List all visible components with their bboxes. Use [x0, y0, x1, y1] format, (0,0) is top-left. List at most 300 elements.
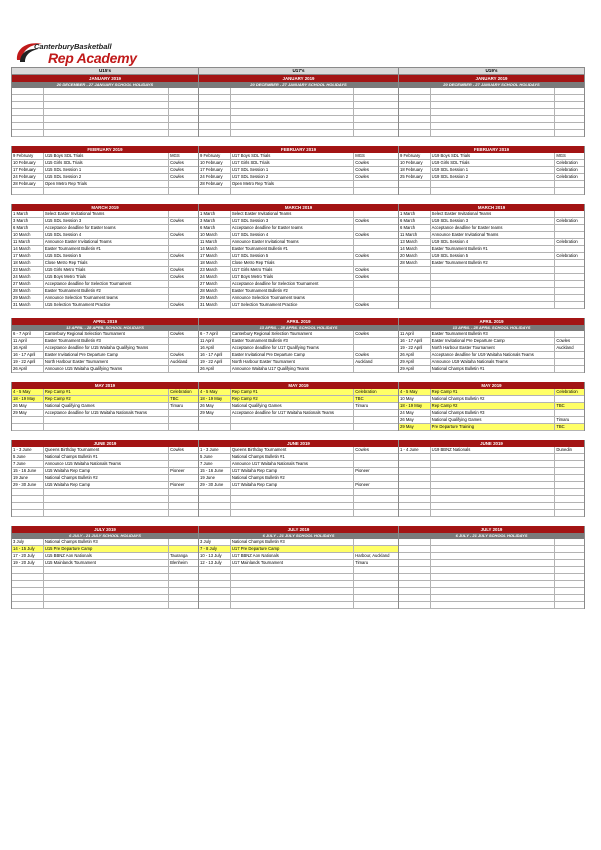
month-title: JANUARY 2019: [399, 75, 584, 82]
event-name: U19 SDL Session 2: [430, 174, 555, 180]
event-location: Timaru: [168, 403, 198, 409]
event-row: [399, 345, 584, 352]
month-column: [398, 526, 585, 609]
event-name: U17 Girls SDL Trials: [230, 160, 353, 166]
event-name: Canterbury Regional Selection Tournament: [230, 331, 353, 337]
event-location: [168, 295, 198, 301]
event-row: [199, 232, 398, 239]
event-date: [399, 482, 430, 488]
empty-row: [199, 496, 398, 503]
canterbury-basketball-logo: [14, 40, 154, 68]
event-location: Cowles: [168, 218, 198, 224]
event-row: [12, 338, 198, 345]
event-date: 1 - 3 June: [13, 447, 32, 452]
event-location: [554, 102, 584, 108]
event-name: [43, 109, 168, 115]
event-name: Open Metro Rep Trials: [43, 181, 168, 187]
event-date: [399, 602, 430, 608]
event-date: 18 March: [200, 260, 218, 265]
month-title: JUNE 2019: [399, 440, 584, 447]
event-name: [43, 510, 168, 516]
event-date: [399, 109, 430, 115]
event-date: 6 - 7 April: [13, 331, 31, 336]
event-row: [399, 396, 584, 403]
empty-row: [199, 130, 398, 137]
event-date: 10 February: [200, 160, 223, 165]
empty-row: [399, 489, 584, 496]
event-row: [399, 338, 584, 345]
event-date: [12, 503, 43, 509]
event-date: [399, 489, 430, 495]
event-location: Cowles: [353, 274, 398, 280]
event-name: U17 Waitaha Rep Camp: [230, 468, 353, 474]
event-date: 6 March: [13, 225, 29, 230]
event-name: U15 BBNZ Aon Nationals: [43, 553, 168, 559]
event-location: TBC: [554, 403, 584, 409]
event-name: U15 Selection Tournament Practice: [43, 302, 168, 308]
event-location: [353, 366, 398, 372]
event-name: [230, 102, 353, 108]
event-row: [12, 331, 198, 338]
event-location: [353, 95, 398, 101]
month-title: APRIL 2019: [12, 318, 198, 325]
event-name: [430, 553, 555, 559]
event-location: [554, 211, 584, 217]
event-name: U17 BBNZ Aon Nationals: [230, 553, 353, 559]
event-date: 10 March: [200, 232, 218, 237]
month-column: [198, 382, 398, 431]
month-column: [398, 204, 585, 309]
event-location: [554, 359, 584, 365]
empty-row: [399, 588, 584, 595]
event-location: [168, 454, 198, 460]
event-location: [353, 510, 398, 516]
event-name: North Harbour Easter Tournament: [230, 359, 353, 365]
event-date: 27 March: [13, 281, 31, 286]
event-location: [353, 539, 398, 545]
event-date: [12, 574, 43, 580]
event-date: 16 - 17 April: [200, 352, 223, 357]
event-date: 12 - 13 July: [200, 560, 222, 565]
event-date: [12, 424, 43, 430]
event-row: [399, 359, 584, 366]
month-column: [11, 75, 198, 137]
event-name: Acceptance deadline for U15 Waitaha Qualifying Teams: [43, 345, 168, 351]
event-location: [168, 123, 198, 129]
month-title: FEBRUARY 2019: [199, 146, 398, 153]
event-row: [12, 211, 198, 218]
event-date: 29 March: [13, 295, 31, 300]
event-name: [43, 588, 168, 594]
event-date: 14 March: [13, 246, 31, 251]
event-name: National Champs Bulletin #2: [230, 475, 353, 481]
event-date: 5 June: [200, 454, 213, 459]
event-row: [12, 239, 198, 246]
empty-row: [12, 188, 198, 195]
event-location: [168, 225, 198, 231]
event-date: [12, 417, 43, 423]
event-name: Announce U17 Waitaha Nationals Teams: [230, 461, 353, 467]
empty-row: [12, 588, 198, 595]
event-name: U17 Waitaha Rep Camp: [230, 482, 353, 488]
event-date: 1 March: [13, 211, 29, 216]
event-date: 29 April: [400, 359, 414, 364]
event-location: [554, 510, 584, 516]
event-name: Easter Tournament Bulletin #2: [230, 288, 353, 294]
event-date: 10 May: [400, 396, 414, 401]
event-date: 24 March: [200, 274, 218, 279]
event-name: [230, 503, 353, 509]
empty-row: [12, 102, 198, 109]
event-name: [430, 468, 555, 474]
event-location: [353, 225, 398, 231]
event-location: [353, 461, 398, 467]
event-location: [554, 116, 584, 122]
event-row: [399, 239, 584, 246]
event-location: Cowles: [353, 302, 398, 308]
event-date: [399, 574, 430, 580]
event-row: [12, 389, 198, 396]
event-date: [399, 123, 430, 129]
event-location: [554, 225, 584, 231]
empty-row: [199, 102, 398, 109]
event-row: [199, 338, 398, 345]
event-date: [399, 130, 430, 136]
event-name: [430, 281, 555, 287]
event-location: [168, 130, 198, 136]
event-date: 29 March: [200, 295, 218, 300]
month-section: [11, 526, 585, 609]
event-date: [399, 468, 430, 474]
event-location: Harbour, Auckland: [353, 553, 398, 559]
event-location: Cowles: [353, 253, 398, 259]
event-location: TBC: [554, 424, 584, 430]
event-date: 11 March: [400, 232, 418, 237]
event-name: Easter Tournament Bulletin #3: [430, 331, 555, 337]
event-row: [12, 253, 198, 260]
event-row: [12, 553, 198, 560]
event-date: [12, 188, 43, 194]
event-row: [199, 181, 398, 188]
event-date: [199, 588, 230, 594]
event-location: [168, 567, 198, 573]
month-title: MAY 2019: [199, 382, 398, 389]
event-row: [12, 403, 198, 410]
event-row: [12, 225, 198, 232]
event-date: 6 - 7 April: [200, 331, 218, 336]
event-location: TBC: [168, 396, 198, 402]
event-name: Select Easter Invitational Teams: [43, 211, 168, 217]
event-name: National Qualifying Games: [230, 403, 353, 409]
event-name: [430, 475, 555, 481]
event-location: [353, 489, 398, 495]
event-location: Cowles: [168, 174, 198, 180]
event-date: [199, 109, 230, 115]
empty-row: [399, 109, 584, 116]
empty-row: [12, 88, 198, 95]
event-row: [12, 482, 198, 489]
event-name: U17 Girls Metro Trials: [230, 267, 353, 273]
event-location: [353, 211, 398, 217]
event-date: 28 February: [13, 181, 36, 186]
event-location: [554, 503, 584, 509]
event-location: [554, 581, 584, 587]
event-location: [168, 109, 198, 115]
event-date: [12, 595, 43, 601]
month-column: [11, 204, 198, 309]
month-title: JULY 2019: [399, 526, 584, 533]
event-name: U15 Boys SDL Trials: [43, 153, 168, 159]
event-name: [430, 503, 555, 509]
event-name: [430, 188, 555, 194]
event-date: 24 May: [400, 410, 414, 415]
event-date: 7 June: [200, 461, 213, 466]
month-title: JULY 2019: [199, 526, 398, 533]
empty-row: [199, 595, 398, 602]
event-name: Announce U15 Waitaha Qualifying Teams: [43, 366, 168, 372]
month-title: JUNE 2019: [199, 440, 398, 447]
empty-row: [199, 510, 398, 517]
event-location: [554, 274, 584, 280]
event-date: [399, 295, 430, 301]
event-name: [230, 595, 353, 601]
event-date: [399, 302, 430, 308]
event-date: 14 March: [400, 246, 418, 251]
event-date: 6 March: [200, 225, 216, 230]
empty-row: [399, 602, 584, 609]
event-date: 11 April: [400, 331, 414, 336]
event-name: U17 Pre Departure Camp: [230, 546, 353, 552]
event-name: U15 Mainlands Tournament: [43, 560, 168, 566]
event-row: [399, 447, 584, 454]
month-gap: [11, 309, 585, 318]
event-name: [430, 489, 555, 495]
month-column: [11, 440, 198, 517]
empty-row: [12, 95, 198, 102]
event-date: 26 April: [200, 366, 214, 371]
school-holiday-banner: 13 APRIL - 28 APRIL SCHOOL HOLIDAYS: [12, 325, 198, 331]
empty-row: [12, 130, 198, 137]
event-location: [168, 102, 198, 108]
event-name: National Champs Bulletin #3: [430, 410, 555, 416]
event-name: U15 SDL Session 4: [43, 232, 168, 238]
event-row: [199, 560, 398, 567]
empty-row: [199, 88, 398, 95]
event-date: [12, 567, 43, 573]
event-name: Select Easter Invitational Teams: [430, 211, 555, 217]
event-location: [353, 102, 398, 108]
event-name: [230, 130, 353, 136]
event-name: Close Metro Rep Trials: [230, 260, 353, 266]
month-title: MAY 2019: [399, 382, 584, 389]
event-name: [430, 274, 555, 280]
event-name: National Champs Bulletin #3: [43, 539, 168, 545]
event-date: 18 - 19 May: [400, 403, 423, 408]
event-location: [554, 560, 584, 566]
event-location: [554, 489, 584, 495]
event-name: [43, 567, 168, 573]
event-location: [168, 489, 198, 495]
event-row: [399, 160, 584, 167]
event-date: [12, 88, 43, 94]
event-name: National Champs Bulletin #3: [230, 539, 353, 545]
empty-row: [399, 468, 584, 475]
event-date: [399, 553, 430, 559]
event-location: [554, 260, 584, 266]
month-column: [11, 318, 198, 373]
event-location: [353, 595, 398, 601]
event-name: Rep Camp #2: [430, 403, 555, 409]
event-location: [168, 239, 198, 245]
event-name: [43, 574, 168, 580]
event-location: [353, 424, 398, 430]
event-date: [399, 546, 430, 552]
event-name: Easter Invitational Pre Departure Camp: [230, 352, 353, 358]
event-location: [554, 454, 584, 460]
event-name: [230, 496, 353, 502]
event-date: [12, 102, 43, 108]
empty-row: [12, 567, 198, 574]
empty-row: [199, 588, 398, 595]
event-date: [199, 417, 230, 423]
empty-row: [399, 181, 584, 188]
event-row: [12, 160, 198, 167]
event-name: [230, 95, 353, 101]
event-date: [199, 424, 230, 430]
event-location: [554, 539, 584, 545]
month-column: [398, 382, 585, 431]
event-name: U15 SDL Session 3: [43, 218, 168, 224]
event-location: Auckland: [168, 359, 198, 365]
event-date: [399, 102, 430, 108]
event-row: [399, 410, 584, 417]
event-date: [199, 102, 230, 108]
event-name: [43, 116, 168, 122]
event-date: [199, 95, 230, 101]
event-name: U17 SDL Session 2: [230, 174, 353, 180]
empty-row: [399, 539, 584, 546]
empty-row: [12, 116, 198, 123]
empty-row: [12, 109, 198, 116]
event-location: Cowles: [353, 267, 398, 273]
event-name: National Champs Bulletin #1: [430, 366, 555, 372]
event-location: [353, 567, 398, 573]
month-title: JANUARY 2019: [199, 75, 398, 82]
event-date: [399, 116, 430, 122]
event-location: [168, 539, 198, 545]
event-row: [399, 225, 584, 232]
event-name: Announce U15 Waitaha Nationals Teams: [43, 461, 168, 467]
event-date: 26 April: [400, 352, 414, 357]
school-holiday-banner: 13 APRIL - 28 APRIL SCHOOL HOLIDAYS: [399, 325, 584, 331]
event-row: [199, 239, 398, 246]
event-row: [199, 218, 398, 225]
empty-row: [399, 302, 584, 309]
event-date: 17 February: [200, 167, 223, 172]
event-location: [353, 546, 398, 552]
event-date: 24 March: [13, 274, 31, 279]
event-location: [554, 553, 584, 559]
event-name: [430, 123, 555, 129]
event-row: [199, 253, 398, 260]
event-name: Acceptance deadline for Easter teams: [43, 225, 168, 231]
event-row: [12, 174, 198, 181]
event-location: [168, 345, 198, 351]
event-location: [353, 246, 398, 252]
event-location: [168, 424, 198, 430]
event-date: 9 February: [400, 153, 421, 158]
logo-line1: CanterburyBasketball: [34, 42, 112, 51]
event-name: Announce Easter Invitational Teams: [430, 232, 555, 238]
event-date: [199, 510, 230, 516]
event-name: Acceptance deadline for Easter teams: [430, 225, 555, 231]
event-location: [353, 503, 398, 509]
event-row: [12, 167, 198, 174]
month-title: FEBRUARY 2019: [12, 146, 198, 153]
event-location: [554, 475, 584, 481]
event-row: [12, 302, 198, 309]
event-row: [399, 424, 584, 431]
event-name: Easter Tournament Bulletin #3: [43, 338, 168, 344]
event-row: [12, 539, 198, 546]
event-location: Celebration: [554, 160, 584, 166]
month-title: MAY 2019: [12, 382, 198, 389]
event-name: Announce Selection Tournament teams: [230, 295, 353, 301]
event-row: [199, 295, 398, 302]
event-date: [12, 588, 43, 594]
school-holiday-banner: 6 JULY - 21 JULY SCHOOL HOLIDAYS: [12, 533, 198, 539]
empty-row: [399, 546, 584, 553]
event-row: [12, 359, 198, 366]
event-date: 29 May: [200, 410, 214, 415]
event-date: 1 - 4 June: [400, 447, 419, 452]
event-date: [12, 581, 43, 587]
event-location: Timaru: [353, 403, 398, 409]
month-title: MARCH 2019: [12, 204, 198, 211]
event-name: [43, 496, 168, 502]
event-location: Cowles: [168, 232, 198, 238]
empty-row: [12, 496, 198, 503]
event-date: 31 March: [200, 302, 218, 307]
event-row: [399, 174, 584, 181]
month-gap: [11, 373, 585, 382]
event-date: 23 March: [13, 267, 31, 272]
empty-row: [399, 560, 584, 567]
event-date: 18 - 19 May: [200, 396, 223, 401]
event-location: [168, 281, 198, 287]
event-location: [168, 246, 198, 252]
event-location: Timaru: [554, 417, 584, 423]
empty-row: [399, 475, 584, 482]
empty-row: [199, 116, 398, 123]
event-name: [430, 288, 555, 294]
event-name: [430, 295, 555, 301]
event-date: [199, 116, 230, 122]
event-name: [430, 567, 555, 573]
event-date: 28 March: [400, 260, 418, 265]
event-name: U17 SDL Session 4: [230, 232, 353, 238]
event-name: Canterbury Regional Selection Tournament: [43, 331, 168, 337]
event-row: [199, 454, 398, 461]
event-location: [168, 546, 198, 552]
event-location: Cowles: [168, 167, 198, 173]
event-location: [554, 188, 584, 194]
event-location: Cowles: [168, 302, 198, 308]
event-location: [353, 475, 398, 481]
event-name: U15 Girls Metro Trials: [43, 267, 168, 273]
month-title: MARCH 2019: [199, 204, 398, 211]
event-date: 16 - 17 April: [400, 338, 423, 343]
